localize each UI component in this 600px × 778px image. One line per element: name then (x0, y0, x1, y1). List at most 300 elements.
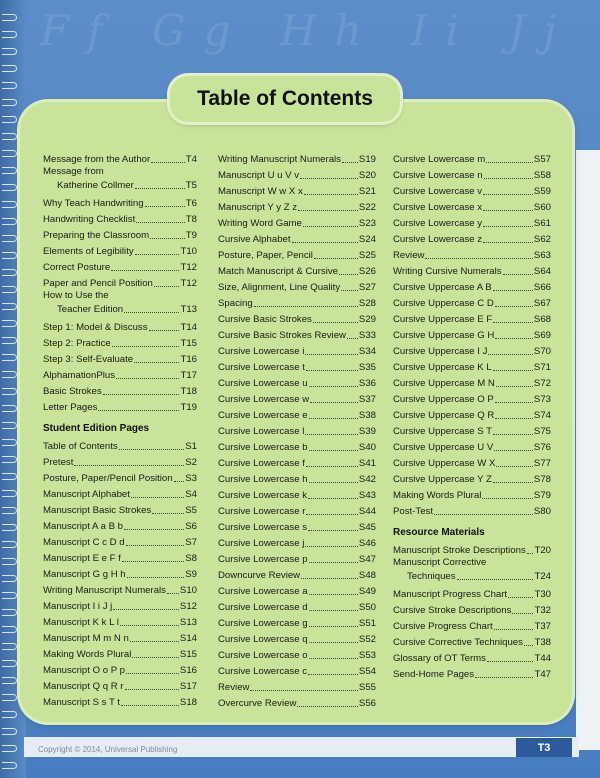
section-heading: Student Edition Pages (43, 423, 150, 434)
toc-entry[interactable] (393, 470, 551, 486)
toc-entry-title: Review (218, 682, 250, 693)
toc-entry[interactable] (43, 549, 197, 565)
toc-entry[interactable] (43, 517, 197, 533)
toc-entry-page: S48 (358, 570, 376, 581)
dot-leader (309, 642, 358, 643)
toc-entry[interactable] (218, 198, 376, 214)
toc-entry[interactable] (43, 645, 197, 661)
spiral-coil (2, 575, 17, 582)
toc-entry-title: Cursive Basic Strokes Review (218, 330, 346, 341)
toc-entry-title: Cursive Uppercase K L (393, 362, 492, 373)
toc-entry-title: Cursive Lowercase s (218, 522, 308, 533)
toc-entry-title: Cursive Uppercase S T (393, 426, 492, 437)
dot-leader (112, 346, 180, 347)
spiral-coil (2, 592, 17, 599)
toc-entry-page: S20 (358, 170, 376, 181)
toc-entry[interactable] (218, 262, 376, 278)
toc-entry[interactable] (218, 358, 376, 374)
toc-entry[interactable] (218, 310, 376, 326)
toc-entry-title: Writing Cursive Numerals (393, 266, 502, 277)
toc-entry-title: Post-Test (393, 506, 433, 517)
toc-entry[interactable] (218, 486, 376, 502)
dot-leader (298, 210, 358, 211)
section-heading: Resource Materials (393, 527, 485, 538)
spiral-coil (2, 643, 17, 650)
toc-entry-page: S59 (533, 186, 551, 197)
dot-leader (308, 530, 358, 531)
toc-entry-title: Cursive Uppercase Y Z (393, 474, 492, 485)
toc-entry-title: Review (393, 250, 425, 261)
toc-entry[interactable] (393, 342, 551, 358)
toc-entry-page: S27 (358, 282, 376, 293)
toc-entry-page: S52 (358, 634, 376, 645)
toc-entry[interactable] (43, 226, 197, 242)
toc-entry-page: S21 (358, 186, 376, 197)
toc-entry[interactable] (218, 630, 376, 646)
toc-entry-page: T5 (185, 180, 197, 191)
dot-leader (300, 178, 358, 179)
toc-entry[interactable] (218, 550, 376, 566)
toc-entry-page: S47 (358, 554, 376, 565)
dot-leader (297, 706, 358, 707)
spiral-coil (2, 201, 17, 208)
toc-entry[interactable] (43, 597, 197, 613)
toc-entry-title: Cursive Lowercase p (218, 554, 308, 565)
toc-entry[interactable] (218, 246, 376, 262)
toc-entry[interactable] (43, 453, 197, 469)
toc-entry[interactable] (393, 326, 551, 342)
dot-leader (524, 645, 534, 646)
toc-entry[interactable] (393, 374, 551, 390)
toc-entry-title-continued: Teacher Edition (57, 304, 124, 315)
toc-entry-page: S37 (358, 394, 376, 405)
dot-leader (488, 354, 533, 355)
toc-entry-title: Cursive Lowercase x (393, 202, 483, 213)
dot-leader (309, 418, 358, 419)
toc-entry-title: Making Words Plural (393, 490, 482, 501)
toc-entry[interactable] (393, 557, 551, 585)
toc-entry-title: Manuscript O o P p (43, 665, 125, 676)
dot-leader (493, 290, 533, 291)
toc-entry-title: Cursive Uppercase M N (393, 378, 495, 389)
dot-leader (305, 434, 358, 435)
page-title: Table of Contents (170, 76, 400, 122)
spiral-coil (2, 711, 17, 718)
toc-entry-page: T8 (185, 214, 197, 225)
toc-entry[interactable] (393, 502, 551, 518)
dot-leader (308, 498, 358, 499)
dot-leader (120, 625, 179, 626)
toc-entry-title: Cursive Lowercase l (218, 426, 305, 437)
toc-entry-title: Send-Home Pages (393, 669, 475, 680)
toc-entry-page: S36 (358, 378, 376, 389)
dot-leader (495, 306, 533, 307)
toc-entry-title: Posture, Paper, Pencil (218, 250, 313, 261)
toc-entry[interactable] (43, 661, 197, 677)
toc-entry-title: Cursive Lowercase b (218, 442, 308, 453)
toc-entry-title: Cursive Uppercase C D (393, 298, 494, 309)
toc-entry-title: Manuscript Y y Z z (218, 202, 298, 213)
dot-leader (154, 286, 180, 287)
toc-entry-title: Message from (43, 166, 104, 177)
toc-entry-page: S24 (358, 234, 376, 245)
toc-entry-title: Making Words Plural (43, 649, 132, 660)
toc-entry-title: Cursive Uppercase W X (393, 458, 496, 469)
spiral-coil (2, 456, 17, 463)
spiral-coil (2, 405, 17, 412)
toc-entry-page: S23 (358, 218, 376, 229)
toc-entry[interactable] (218, 470, 376, 486)
toc-entry-page: S55 (358, 682, 376, 693)
spiral-coil (2, 116, 17, 123)
toc-entry-page: T19 (180, 402, 197, 413)
toc-entry[interactable] (393, 230, 551, 246)
toc-entry-title: Match Manuscript & Cursive (218, 266, 338, 277)
toc-entry[interactable] (43, 242, 197, 258)
spiral-coil (2, 507, 17, 514)
dot-leader (486, 162, 533, 163)
toc-entry[interactable] (218, 454, 376, 470)
toc-entry[interactable] (43, 485, 197, 501)
spiral-coil (2, 82, 17, 89)
toc-entry-page: S69 (533, 330, 551, 341)
toc-entry[interactable] (43, 274, 197, 290)
toc-entry-page: S19 (358, 154, 376, 165)
toc-entry-title: Cursive Lowercase f (218, 458, 305, 469)
dot-leader (495, 402, 533, 403)
toc-entry-title: Message from the Author (43, 154, 151, 165)
toc-entry-page: S78 (533, 474, 551, 485)
toc-entry[interactable] (393, 406, 551, 422)
toc-entry[interactable] (43, 290, 197, 318)
dot-leader (527, 553, 534, 554)
toc-entry[interactable] (393, 541, 551, 557)
dot-leader (512, 613, 533, 614)
toc-entry[interactable] (43, 398, 197, 414)
toc-entry[interactable] (43, 318, 197, 334)
toc-entry-title: Handwriting Checklist (43, 214, 136, 225)
toc-entry-title: Manuscript Alphabet (43, 489, 130, 500)
toc-entry-title: Cursive Lowercase j (218, 538, 305, 549)
spiral-coil (2, 609, 17, 616)
toc-entry[interactable] (218, 150, 376, 166)
toc-entry-page: S79 (533, 490, 551, 501)
toc-entry[interactable] (393, 150, 551, 166)
toc-entry-title: Posture, Paper/Pencil Position (43, 473, 173, 484)
toc-entry[interactable] (43, 350, 197, 366)
toc-entry[interactable] (43, 501, 197, 517)
toc-entry[interactable] (393, 198, 551, 214)
toc-entry-page: S14 (179, 633, 197, 644)
toc-entry[interactable] (218, 230, 376, 246)
toc-entry-page: S25 (358, 250, 376, 261)
toc-entry[interactable] (218, 534, 376, 550)
spiral-coil (2, 167, 17, 174)
toc-entry-title: Step 3: Self-Evaluate (43, 354, 134, 365)
dot-leader (150, 238, 185, 239)
toc-entry[interactable] (393, 585, 551, 601)
toc-entry-page: S49 (358, 586, 376, 597)
toc-entry-title: Cursive Lowercase h (218, 474, 308, 485)
toc-entry-title: Size, Alignment, Line Quality (218, 282, 341, 293)
toc-entry-page: S40 (358, 442, 376, 453)
dot-leader (309, 562, 358, 563)
toc-entry-title: Cursive Lowercase c (218, 666, 308, 677)
toc-entry[interactable] (393, 310, 551, 326)
toc-entry[interactable] (43, 150, 197, 166)
toc-entry-page: S12 (179, 601, 197, 612)
toc-entry[interactable] (218, 342, 376, 358)
spiral-coil (2, 388, 17, 395)
toc-entry-title: Elements of Legibility (43, 246, 134, 257)
spiral-coil (2, 133, 17, 140)
spiral-coil (2, 762, 17, 769)
toc-entry[interactable] (218, 566, 376, 582)
page-number: T3 (516, 738, 572, 757)
toc-entry-title: Cursive Uppercase Q R (393, 410, 495, 421)
toc-entry[interactable] (393, 649, 551, 665)
toc-entry-page: T13 (180, 304, 197, 315)
toc-entry-title: Cursive Lowercase o (218, 650, 308, 661)
toc-entry-title: Writing Manuscript Numerals (43, 585, 166, 596)
toc-entry-page: S28 (358, 298, 376, 309)
toc-entry[interactable] (393, 486, 551, 502)
toc-entry-title-continued: Techniques (407, 571, 456, 582)
dot-leader (313, 322, 358, 323)
toc-entry[interactable] (218, 678, 376, 694)
toc-entry[interactable] (43, 565, 197, 581)
dot-leader (347, 338, 358, 339)
toc-entry-title: Cursive Lowercase y (393, 218, 483, 229)
toc-entry[interactable] (218, 278, 376, 294)
toc-entry[interactable] (393, 246, 551, 262)
toc-entry-title: Step 1: Model & Discuss (43, 322, 148, 333)
toc-entry-page: S68 (533, 314, 551, 325)
toc-entry-page: T9 (185, 230, 197, 241)
dot-leader (116, 378, 179, 379)
toc-entry[interactable] (393, 422, 551, 438)
toc-entry[interactable] (43, 194, 197, 210)
toc-entry[interactable] (218, 326, 376, 342)
dot-leader (167, 593, 179, 594)
toc-entry-page: T17 (180, 370, 197, 381)
toc-entry-page: S16 (179, 665, 197, 676)
toc-entry-title: Downcurve Review (218, 570, 301, 581)
toc-entry[interactable] (393, 294, 551, 310)
toc-entry[interactable] (393, 262, 551, 278)
spiral-coil (2, 473, 17, 480)
toc-entry-page: S57 (533, 154, 551, 165)
spiral-coil (2, 490, 17, 497)
toc-entry[interactable] (43, 366, 197, 382)
toc-entry-page: T12 (180, 278, 197, 289)
toc-entry[interactable] (43, 334, 197, 350)
toc-entry-title: Cursive Lowercase d (218, 602, 308, 613)
spiral-coil (2, 337, 17, 344)
toc-entry[interactable] (218, 598, 376, 614)
dot-leader (508, 597, 533, 598)
toc-entry-title: Cursive Lowercase g (218, 618, 308, 629)
toc-entry[interactable] (218, 422, 376, 438)
toc-entry-page: T32 (534, 605, 551, 616)
toc-entry-page: T44 (534, 653, 551, 664)
toc-entry-page: S39 (358, 426, 376, 437)
dot-leader (484, 178, 533, 179)
toc-entry-title: Cursive Uppercase E F (393, 314, 493, 325)
toc-entry[interactable] (43, 533, 197, 549)
dot-leader (493, 482, 533, 483)
toc-entry-title: Manuscript E e F f (43, 553, 121, 564)
toc-entry[interactable] (218, 390, 376, 406)
dot-leader (496, 386, 533, 387)
toc-entry-title: Basic Strokes (43, 386, 102, 397)
toc-entry-title: Cursive Alphabet (218, 234, 291, 245)
toc-entry[interactable] (43, 382, 197, 398)
toc-entry[interactable] (393, 665, 551, 681)
spiral-coil (2, 218, 17, 225)
toc-entry[interactable] (43, 677, 197, 693)
dot-leader (113, 609, 179, 610)
toc-entry[interactable] (393, 438, 551, 454)
dot-leader (130, 641, 179, 642)
toc-entry-title: Cursive Lowercase v (393, 186, 483, 197)
toc-entry-page: S54 (358, 666, 376, 677)
toc-entry-title: Cursive Progress Chart (393, 621, 493, 632)
toc-entry[interactable] (218, 614, 376, 630)
toc-entry-title: Overcurve Review (218, 698, 297, 709)
toc-entry-page: S44 (358, 506, 376, 517)
dot-leader (493, 322, 533, 323)
toc-entry-page: S42 (358, 474, 376, 485)
toc-entry-title: Manuscript W w X x (218, 186, 303, 197)
toc-entry[interactable] (218, 502, 376, 518)
toc-entry-page: S26 (358, 266, 376, 277)
toc-entry-page: S66 (533, 282, 551, 293)
toc-entry[interactable] (43, 258, 197, 274)
toc-entry-title: Cursive Lowercase i (218, 346, 305, 357)
dot-leader (134, 362, 179, 363)
toc-entry-title: Spacing (218, 298, 253, 309)
dot-leader (174, 481, 185, 482)
toc-entry[interactable] (393, 214, 551, 230)
toc-entry[interactable] (218, 374, 376, 390)
dot-leader (250, 690, 357, 691)
toc-entry-title: Cursive Lowercase w (218, 394, 310, 405)
toc-entry[interactable] (218, 662, 376, 678)
dot-leader (309, 386, 358, 387)
toc-entry[interactable] (218, 694, 376, 710)
toc-entry-title: Step 2: Practice (43, 338, 111, 349)
toc-entry[interactable] (393, 633, 551, 649)
toc-entry-title: Table of Contents (43, 441, 118, 452)
toc-entry[interactable] (218, 646, 376, 662)
dot-leader (309, 482, 358, 483)
toc-entry[interactable] (393, 454, 551, 470)
toc-entry[interactable] (393, 358, 551, 374)
dot-leader (124, 529, 184, 530)
dot-leader (126, 545, 185, 546)
toc-entry-title: Cursive Lowercase q (218, 634, 308, 645)
toc-entry-title: Cursive Uppercase G H (393, 330, 495, 341)
toc-entry-title: Cursive Uppercase I J (393, 346, 488, 357)
toc-entry-title: Cursive Lowercase t (218, 362, 305, 373)
spiral-coil (2, 184, 17, 191)
toc-entry[interactable] (218, 182, 376, 198)
toc-entry[interactable] (43, 166, 197, 194)
toc-entry[interactable] (218, 518, 376, 534)
toc-entry-title: Cursive Lowercase n (393, 170, 483, 181)
toc-entry[interactable] (393, 278, 551, 294)
contents-column-2 (218, 150, 376, 710)
toc-entry-page: S51 (358, 618, 376, 629)
toc-entry-page: S34 (358, 346, 376, 357)
dot-leader (98, 410, 179, 411)
dot-leader (126, 673, 179, 674)
toc-entry[interactable] (218, 406, 376, 422)
toc-entry[interactable] (43, 613, 197, 629)
spiral-coil (2, 320, 17, 327)
toc-entry-page: S10 (179, 585, 197, 596)
dot-leader (482, 498, 533, 499)
toc-entry[interactable] (43, 693, 197, 709)
toc-entry[interactable] (43, 581, 197, 597)
toc-entry-page: T47 (534, 669, 551, 680)
toc-entry[interactable] (393, 601, 551, 617)
dot-leader (145, 206, 185, 207)
toc-entry-title: Cursive Lowercase r (218, 506, 306, 517)
toc-entry[interactable] (43, 437, 197, 453)
toc-entry[interactable] (393, 166, 551, 182)
toc-entry[interactable] (393, 182, 551, 198)
toc-entry[interactable] (218, 214, 376, 230)
toc-entry-page: S8 (185, 553, 197, 564)
toc-entry[interactable] (218, 582, 376, 598)
dot-leader (487, 661, 534, 662)
toc-entry-page: S75 (533, 426, 551, 437)
toc-entry-page: T38 (534, 637, 551, 648)
toc-entry-page: S73 (533, 394, 551, 405)
page-edge (576, 150, 600, 750)
toc-entry-title: Cursive Corrective Techniques (393, 637, 523, 648)
dot-leader (495, 418, 533, 419)
toc-entry-page: T10 (180, 246, 197, 257)
toc-entry-page: S6 (185, 521, 197, 532)
toc-entry-page: T30 (534, 589, 551, 600)
toc-entry-page: S63 (533, 250, 551, 261)
toc-entry[interactable] (218, 438, 376, 454)
toc-entry-title: Manuscript Corrective (393, 557, 487, 568)
dot-leader (309, 626, 358, 627)
toc-entry-page: S74 (533, 410, 551, 421)
toc-entry-title: Manuscript C c D d (43, 537, 125, 548)
toc-entry[interactable] (218, 294, 376, 310)
toc-entry[interactable] (43, 210, 197, 226)
toc-entry-page: S61 (533, 218, 551, 229)
toc-entry[interactable] (218, 166, 376, 182)
dot-leader (493, 434, 533, 435)
toc-entry[interactable] (393, 390, 551, 406)
toc-entry[interactable] (43, 469, 197, 485)
toc-entry-title: Manuscript A a B b (43, 521, 123, 532)
spiral-coil (2, 524, 17, 531)
spiral-coil (2, 354, 17, 361)
dot-leader (301, 578, 358, 579)
toc-entry-page: S72 (533, 378, 551, 389)
toc-entry[interactable] (43, 629, 197, 645)
toc-entry-title: Cursive Basic Strokes (218, 314, 312, 325)
toc-entry-title: Manuscript U u V v (218, 170, 300, 181)
toc-entry[interactable] (393, 617, 551, 633)
